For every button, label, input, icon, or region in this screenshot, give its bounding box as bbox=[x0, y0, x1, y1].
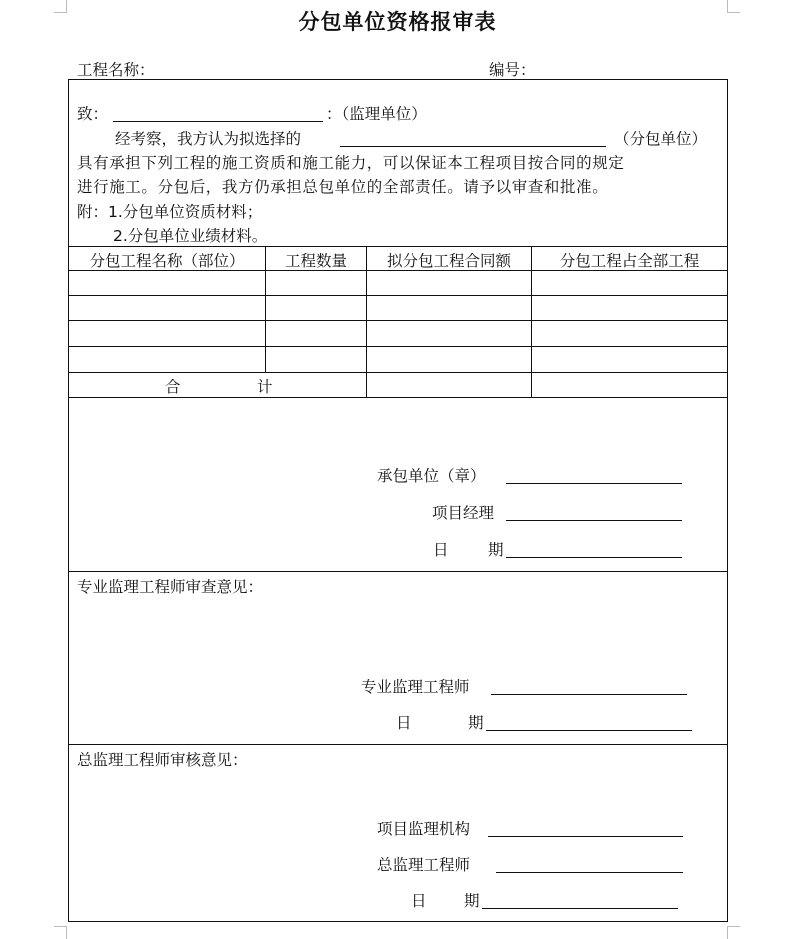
table-line bbox=[68, 320, 728, 321]
chief-date-blank bbox=[482, 891, 678, 909]
intro-line1-prefix: 经考察，我方认为拟选择的 bbox=[115, 130, 302, 148]
table-line bbox=[68, 397, 728, 398]
section-divider bbox=[68, 571, 728, 572]
supervision-org-blank bbox=[488, 819, 683, 837]
column-header-contract-amount: 拟分包工程合同额 bbox=[386, 252, 511, 270]
attachment-1: 附：1.分包单位资质材料； bbox=[77, 203, 263, 221]
form-border-top bbox=[68, 79, 728, 80]
contractor-date-label-a: 日 bbox=[433, 541, 449, 559]
attachment-2: 2.分包单位业绩材料。 bbox=[113, 227, 268, 245]
specialist-opinion-heading: 专业监理工程师审查意见： bbox=[77, 578, 264, 596]
form-border-left bbox=[68, 79, 69, 922]
project-manager-blank bbox=[506, 503, 682, 521]
supervisor-unit-label: ：（监理单位） bbox=[326, 105, 427, 123]
column-header-name: 分包工程名称（部位） bbox=[89, 252, 245, 270]
total-label-left: 合 bbox=[165, 378, 181, 396]
supervision-org-label: 项目监理机构 bbox=[377, 820, 471, 838]
number-label: 编号： bbox=[489, 61, 536, 79]
form-border-right bbox=[727, 79, 728, 922]
table-line bbox=[68, 295, 728, 296]
form-border-bottom bbox=[68, 921, 728, 922]
intro-line3: 进行施工。分包后，我方仍承担总包单位的全部责任。请予以审查和批准。 bbox=[77, 178, 609, 196]
intro-line2: 具有承担下列工程的施工资质和施工能力，可以保证本工程项目按合同的规定 bbox=[77, 154, 625, 172]
project-manager-label: 项目经理 bbox=[432, 504, 495, 522]
chief-engineer-blank bbox=[496, 855, 683, 873]
subcontractor-blank bbox=[340, 129, 606, 147]
chief-opinion-heading: 总监理工程师审核意见： bbox=[77, 751, 248, 769]
specialist-engineer-label: 专业监理工程师 bbox=[361, 678, 470, 696]
specialist-date-label-b: 期 bbox=[468, 714, 484, 732]
specialist-date-label-a: 日 bbox=[396, 714, 412, 732]
chief-date-label-b: 期 bbox=[464, 892, 480, 910]
total-label-right: 计 bbox=[257, 378, 273, 396]
chief-engineer-label: 总监理工程师 bbox=[377, 856, 471, 874]
column-header-quantity: 工程数量 bbox=[284, 252, 347, 270]
chief-date-label-a: 日 bbox=[411, 892, 427, 910]
project-name-label: 工程名称： bbox=[77, 61, 155, 79]
contractor-unit-label: 承包单位（章） bbox=[377, 467, 486, 485]
specialist-engineer-blank bbox=[491, 677, 687, 695]
contractor-date-label-b: 期 bbox=[488, 541, 504, 559]
table-line bbox=[68, 372, 728, 373]
contractor-date-blank bbox=[506, 540, 682, 558]
crop-mark bbox=[727, 926, 740, 939]
crop-mark bbox=[54, 926, 67, 939]
contractor-unit-blank bbox=[506, 466, 682, 484]
column-header-share: 分包工程占全部工程 bbox=[559, 252, 700, 270]
section-divider bbox=[68, 744, 728, 745]
intro-line1-suffix: （分包单位） bbox=[614, 130, 708, 148]
to-label: 致： bbox=[77, 105, 109, 123]
supervisor-unit-blank bbox=[113, 104, 323, 122]
table-line bbox=[68, 346, 728, 347]
table-line bbox=[68, 246, 728, 247]
specialist-date-blank bbox=[486, 713, 692, 731]
document-title: 分包单位资格报审表 bbox=[298, 10, 497, 34]
